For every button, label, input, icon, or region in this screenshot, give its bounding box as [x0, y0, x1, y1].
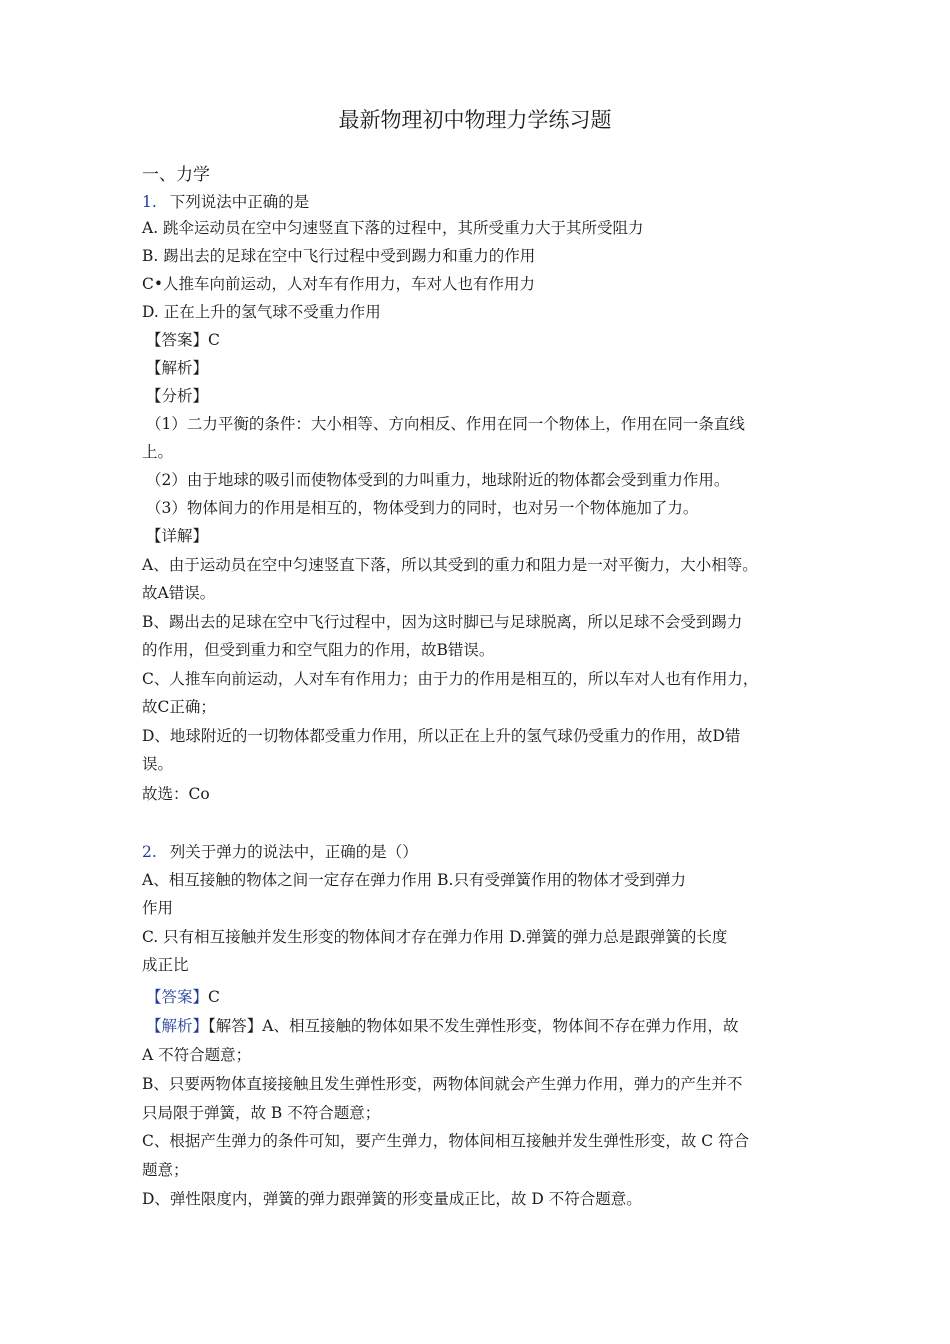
question-1-option-d: D. 正在上升的氢气球不受重力作用: [142, 303, 381, 321]
question-1-stem: [142, 192, 309, 212]
question-1-option-c: C•人推车向前运动，人对车有作用力，车对人也有作用力: [142, 275, 536, 293]
question-2-option: A、相互接触的物体之间一定存在弹力作用 B.只有受弹簧作用的物体才受到弹力: [142, 871, 686, 889]
question-1-analysis-label: 【解析】: [146, 359, 209, 377]
question-2-option: 作用: [142, 899, 174, 917]
question-1-detail: 故C正确；: [142, 698, 216, 716]
section-heading: 一、力学: [142, 165, 210, 185]
page-title: 最新物理初中物理力学练习题: [338, 108, 612, 132]
question-2-analysis-label: 【解析】: [146, 1017, 209, 1035]
question-1-detail-label: 【详解】: [146, 527, 209, 545]
question-1-point: 上。: [142, 443, 174, 461]
question-2-analysis-line: A 不符合题意；: [142, 1046, 252, 1064]
question-1-point: （2）由于地球的吸引而使物体受到的力叫重力，地球附近的物体都会受到重力作用。: [146, 471, 730, 489]
question-1-detail: C、人推车向前运动，人对车有作用力；由于力的作用是相互的，所以车对人也有作用力，: [142, 670, 759, 688]
question-1-fenxi-label: 【分析】: [146, 387, 209, 405]
question-2-answer-value: C: [208, 988, 220, 1006]
question-2-text: 列关于弹力的说法中，正确的是（）: [169, 843, 418, 861]
question-1-option-b: B. 踢出去的足球在空中飞行过程中受到踢力和重力的作用: [142, 247, 536, 265]
question-1-text: 下列说法中正确的是: [169, 193, 310, 211]
question-2-stem: [142, 842, 418, 862]
question-1-answer: 【答案】C: [146, 331, 220, 349]
question-1-detail: D、地球附近的一切物体都受重力作用，所以正在上升的氢气球仍受重力的作用，故D错: [142, 727, 741, 745]
question-1-number: 1.: [142, 193, 157, 211]
question-2-analysis: [146, 1016, 738, 1036]
question-1-detail: 故选：Co: [142, 785, 210, 803]
question-1-detail: A、由于运动员在空中匀速竖直下落，所以其受到的重力和阻力是一对平衡力，大小相等。: [142, 556, 758, 574]
question-1-detail: B、踢出去的足球在空中飞行过程中，因为这时脚已与足球脱离，所以足球不会受到踢力: [142, 613, 743, 631]
question-2-analysis-line: 只局限于弹簧，故 B 不符合题意；: [142, 1104, 381, 1122]
question-1-point: （3）物体间力的作用是相互的，物体受到力的同时，也对另一个物体施加了力。: [146, 499, 699, 517]
question-2-answer-label: 【答案】: [146, 988, 209, 1006]
question-2-option: 成正比: [142, 956, 189, 974]
question-1-option-a: A. 跳伞运动员在空中匀速竖直下落的过程中，其所受重力大于其所受阻力: [142, 219, 644, 237]
question-2-option: C. 只有相互接触并发生形变的物体间才存在弹力作用 D.弹簧的弹力总是跟弹簧的长度: [142, 928, 728, 946]
question-2-number: 2.: [142, 843, 157, 861]
question-1-detail: 的作用，但受到重力和空气阻力的作用，故B错误。: [142, 641, 495, 659]
question-1-detail: 故A错误。: [142, 584, 216, 602]
question-1-point: （1）二力平衡的条件：大小相等、方向相反、作用在同一个物体上，作用在同一条直线: [146, 415, 745, 433]
question-2-analysis-line: 题意；: [142, 1161, 189, 1179]
question-2-analysis-line: D、弹性限度内，弹簧的弹力跟弹簧的形变量成正比，故 D 不符合题意。: [142, 1190, 642, 1208]
question-2-analysis-line: B、只要两物体直接接触且发生弹性形变，两物体间就会产生弹力作用，弹力的产生并不: [142, 1075, 743, 1093]
question-1-detail: 误。: [142, 755, 174, 773]
question-2-analysis-text: 【解答】A、相互接触的物体如果不发生弹性形变，物体间不存在弹力作用，故: [208, 1017, 739, 1035]
question-2-analysis-line: C、根据产生弹力的条件可知，要产生弹力，物体间相互接触并发生弹性形变，故 C 符合: [142, 1132, 750, 1150]
question-2-answer: [146, 987, 220, 1007]
